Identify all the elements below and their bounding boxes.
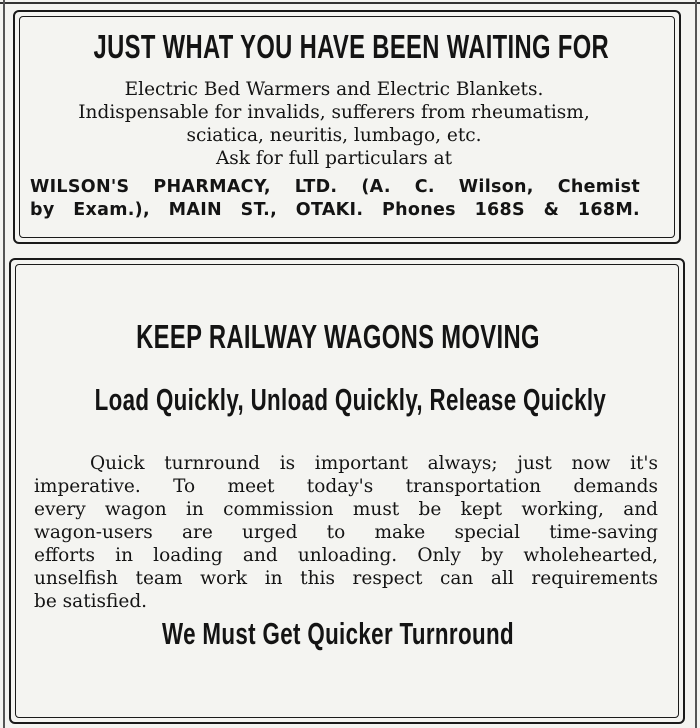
- paragraph-line: Quick turnround is important always; just now it's: [90, 453, 658, 474]
- pharmacy-body-line: sciatica, neuritis, lumbago, etc.: [186, 125, 482, 146]
- pharmacy-body-line: Indispensable for invalids, sufferers from rheumatism,: [78, 102, 590, 123]
- railway-ad-subheadline: Load Quickly, Unload Quickly, Release Quickly: [94, 382, 607, 417]
- pharmacy-contact: [30, 176, 640, 222]
- paragraph-line: efforts in loading and unloading. Only by wholehearted,: [34, 545, 658, 566]
- railway-ad-footer: We Must Get Quicker Turnround: [162, 616, 514, 651]
- pharmacy-body-line: Ask for full particulars at: [215, 148, 453, 169]
- paragraph-line: every wagon in commission must be kept working, and: [34, 499, 658, 520]
- pharmacy-ad-body: [0, 78, 668, 170]
- right-column-rule: [695, 0, 697, 728]
- paragraph-line: be satisfied.: [34, 591, 148, 612]
- pharmacy-contact-line: by Exam.), MAIN ST., OTAKI. Phones 168S & 168M.: [30, 200, 640, 220]
- top-rule: [0, 2, 700, 4]
- pharmacy-ad-headline: JUST WHAT YOU HAVE BEEN WAITING FOR: [93, 28, 610, 65]
- railway-ad-paragraph: [34, 452, 658, 613]
- paragraph-line: unselfish team work in this respect can all requirements: [34, 568, 658, 589]
- pharmacy-body-line: Electric Bed Warmers and Electric Blankets.: [124, 79, 544, 100]
- railway-ad-headline: KEEP RAILWAY WAGONS MOVING: [136, 318, 540, 355]
- pharmacy-contact-line: WILSON'S PHARMACY, LTD. (A. C. Wilson, Chemist: [30, 177, 640, 197]
- paragraph-line: wagon-users are urged to make special time-saving: [34, 522, 658, 543]
- paragraph-line: imperative. To meet today's transportation demands: [34, 476, 658, 497]
